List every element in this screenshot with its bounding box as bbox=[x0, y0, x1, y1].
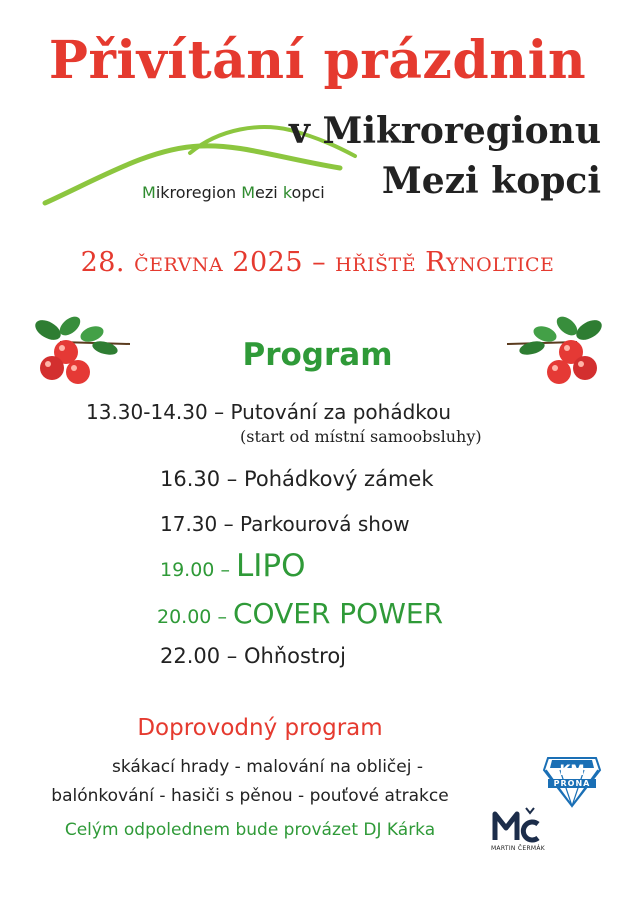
accompanying-heading: Doprovodný program bbox=[137, 715, 383, 741]
program-item: 17.30 – Parkourová show bbox=[160, 512, 410, 536]
program-item: 22.00 – Ohňostroj bbox=[160, 644, 347, 668]
km-logo-letters: KM bbox=[559, 763, 585, 779]
accompanying-line1: skákací hrady - malování na obličej - bbox=[111, 757, 423, 777]
program-item: 13.30-14.30 – Putování za pohádkou bbox=[86, 400, 452, 424]
martin-cermak-name: MARTIN ČERMÁK bbox=[490, 845, 546, 852]
program-item-highlight: 20.00 – COVER POWER bbox=[157, 597, 444, 630]
program-heading: Program bbox=[242, 337, 393, 373]
program-item-highlight: 19.00 – LIPO bbox=[160, 548, 306, 584]
program-item-note: (start od místní samoobsluhy) bbox=[240, 427, 482, 446]
program-item: 16.30 – Pohádkový zámek bbox=[160, 467, 434, 491]
logo-text: Mikroregion Mezi kopci bbox=[142, 183, 325, 202]
event-date-place: 28. června 2025 – hřiště Rynoltice bbox=[80, 247, 555, 278]
subtitle-line1: v Mikroregionu bbox=[289, 110, 601, 152]
km-logo-band: PRONA bbox=[548, 779, 596, 788]
page-title: Přivítání prázdnin bbox=[48, 30, 587, 91]
accompanying-line2: balónkování - hasiči s pěnou - pouťové atrakce bbox=[51, 786, 449, 806]
dj-note: Celým odpolednem bude provázet DJ Kárka bbox=[64, 820, 436, 840]
martin-cermak-logo-icon bbox=[492, 806, 542, 844]
subtitle-line2: Mezi kopci bbox=[381, 160, 601, 202]
